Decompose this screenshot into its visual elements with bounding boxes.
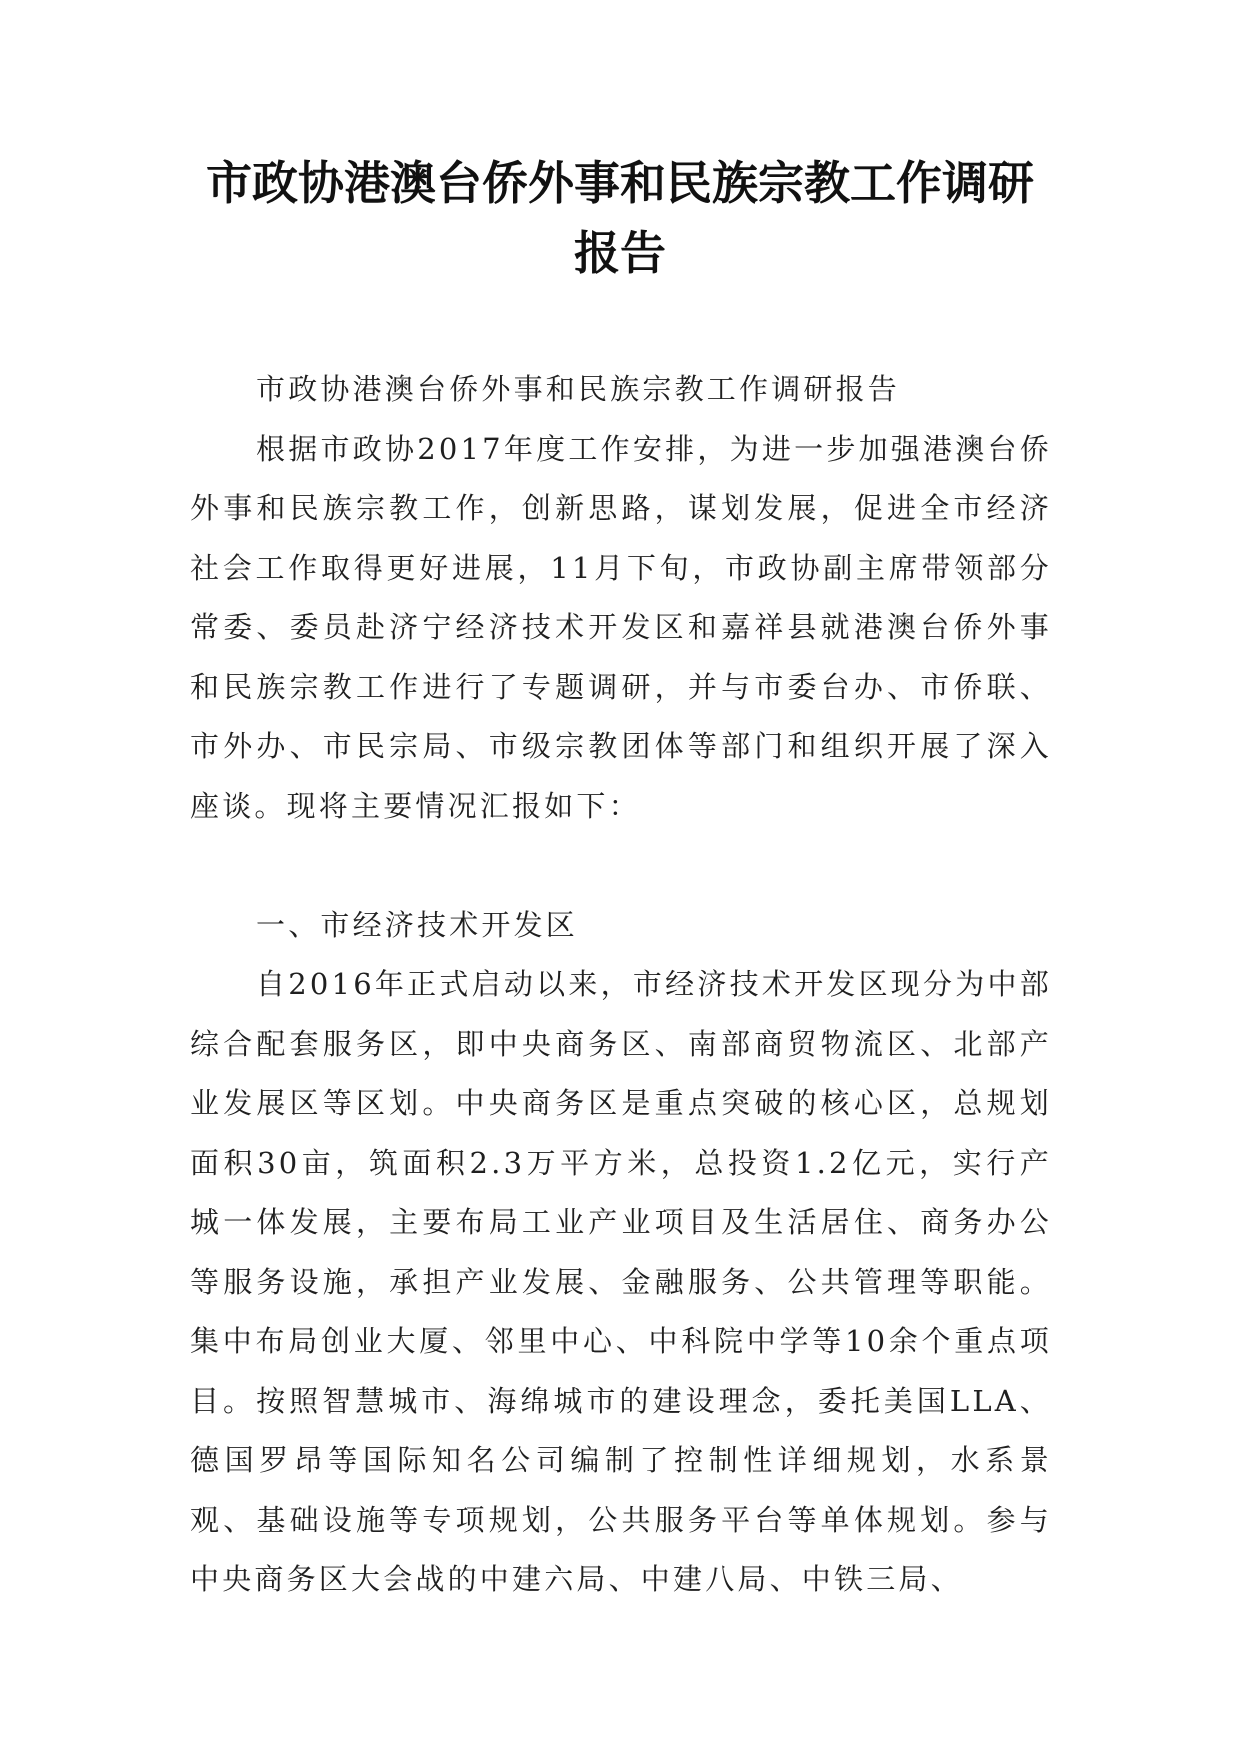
paragraph-section-1: 自2016年正式启动以来，市经济技术开发区现分为中部综合配套服务区，即中央商务区、南部商贸物流区、北部产业发展区等区划。中央商务区是重点突破的核心区，总规划面积30亩，筑面积2.3万平方米，总投资1.2亿元，实行产城一体发展，主要布局工业产业项目及生活居住、商务办公等服务设施，承担产业发展、金融服务、公共管理等职能。集中布局创业大厦、邻里中心、中科院中学等10余个重点项目。按照智慧城市、海绵城市的建设理念，委托美国LLA、德国罗昂等国际知名公司编制了控制性详细规划，水系景观、基础设施等专项规划，公共服务平台等单体规划。参与中央商务区大会战的中建六局、中建八局、中铁三局、: [190, 967, 1052, 1596]
paragraph-repeat-title: 市政协港澳台侨外事和民族宗教工作调研报告: [256, 372, 901, 406]
document-title: [190, 148, 1050, 288]
document-body: [190, 360, 1052, 1610]
title-line-2: 报告: [574, 226, 666, 280]
section-heading-1: 一、市经济技术开发区: [256, 907, 579, 942]
title-line-1: 市政协港澳台侨外事和民族宗教工作调研: [206, 156, 1034, 210]
paragraph-intro: 根据市政协2017年度工作安排，为进一步加强港澳台侨外事和民族宗教工作，创新思路，谋划发展，促进全市经济社会工作取得更好进展，11月下旬，市政协副主席带领部分常委、委员赴济宁经济技术开发区和嘉祥县就港澳台侨外事和民族宗教工作进行了专题调研，并与市委台办、市侨联、市外办、市民宗局、市级宗教团体等部门和组织开展了深入座谈。现将主要情况汇报如下：: [190, 431, 1052, 823]
